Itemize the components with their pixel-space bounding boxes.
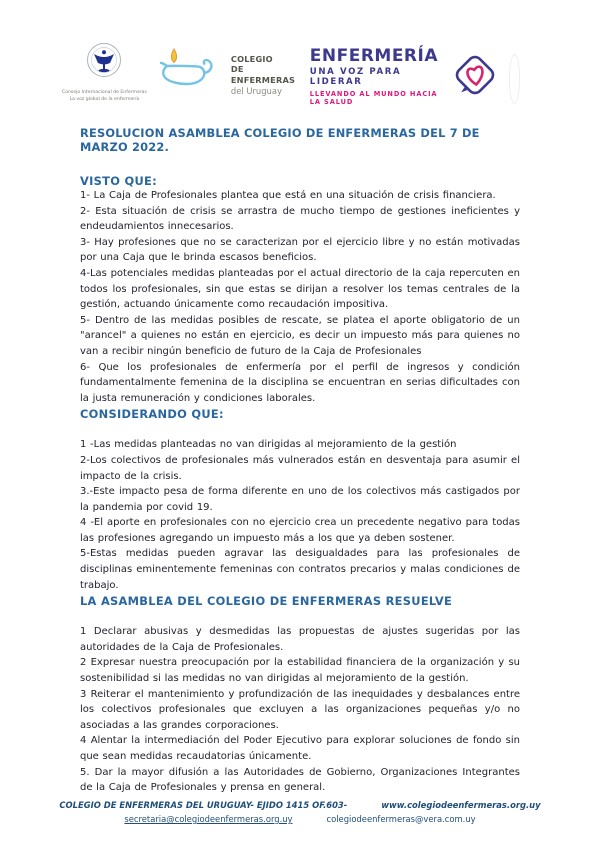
footer-email-secondary: colegiodeenfermeras@vera.com.uy	[326, 814, 476, 824]
footer-email-primary-link[interactable]: secretaria@colegiodeenfermeras.org.uy	[124, 814, 293, 824]
icn-caption-line1: Consejo Internacional de Enfermeras	[62, 90, 147, 95]
letterhead	[62, 38, 520, 114]
lamp-icon	[157, 38, 221, 98]
paragraph: 2 Expresar nuestra preocupación por la estabilidad financiera de la organización y su sostenibilidad si las medidas no van dirigidas al mejoramiento de la gestión.	[80, 657, 520, 685]
paragraph: 3- Hay profesiones que no se caracterizan por el ejercicio libre y no están motivadas por una Caja que le brinda escasos beneficios.	[80, 236, 520, 264]
paragraph: 1 Declarar abusivas y desmedidas las propuestas de ajustes sugeridas por las autoridades de la Caja de Profesionales.	[80, 626, 520, 653]
footer-address: COLEGIO DE ENFERMERAS DEL URUGUAY- EJIDO 1415 OF.603-	[59, 800, 348, 810]
paragraph: 5-Estas medidas pueden agravar las desigualdades para las profesionales de disciplinas eminentemente femeninas con contratos precarios y malas condiciones de trabajo.	[80, 548, 520, 591]
banner-subtitle: UNA VOZ PARA LIDERAR	[309, 66, 402, 87]
document-title: RESOLUCION ASAMBLEA COLEGIO DE ENFERMERAS DEL 7 DE MARZO 2022.	[80, 126, 480, 154]
paragraph: 5. Dar la mayor difusión a las Autoridades de Gobierno, Organizaciones Integrantes de la Caja de Profesionales y prensa en general.	[80, 766, 520, 794]
paragraph: 2- Esta situación de crisis se arrastra de mucho tiempo de gestiones ineficientes y endeudamientos innecesarios.	[80, 205, 520, 233]
paragraph: 4 Alentar la intermediación del Poder Ejecutivo para explorar soluciones de fondo sin que sean medidas recaudatorias únicamente.	[80, 735, 520, 762]
paragraph: 4-Las potenciales medidas planteadas por el actual directorio de la caja repercuten en todos los profesionales, sin que estas se dirijan a resolver los temas centrales de la gestión, actuando únicamente como recaudación impositiva.	[80, 267, 520, 311]
paragraph: 6- Que los profesionales de enfermería por el perfil de ingresos y condición fundamentalmente femenina de la disciplina se encuentran en serias dificultades con la justa remuneración y condiciones laborales.	[80, 361, 520, 404]
paragraph: 3.-Este impacto pesa de forma diferente en uno de los colectivos más castigados por la pandemia por covid 19.	[80, 486, 520, 513]
footer-website-link[interactable]: www.colegiodeenfermeras.org.uy	[381, 800, 541, 810]
section-heading: CONSIDERANDO QUE:	[80, 407, 224, 422]
colegio-wordmark	[231, 38, 300, 96]
colegio-line1: COLEGIO	[230, 54, 273, 64]
paragraph: 1- La Caja de Profesionales plantea que está en una situación de crisis financiera.	[80, 190, 496, 201]
section-heading: VISTO QUE:	[80, 174, 157, 188]
faint-ellipse-artifact	[509, 54, 520, 104]
document-footer	[0, 800, 600, 824]
colegio-line3: del Uruguay	[230, 85, 282, 96]
section-heading: LA ASAMBLEA DEL COLEGIO DE ENFERMERAS RESUELVE	[80, 594, 453, 609]
resolution-document	[80, 126, 520, 796]
banner-title: ENFERMERÍA	[309, 46, 439, 66]
enfermeria-banner	[310, 38, 520, 106]
banner-tagline: LLEVANDO AL MUNDO HACIA LA SALUD	[309, 89, 438, 106]
icn-chalice-icon	[81, 40, 127, 90]
section-considerando-que	[80, 407, 520, 593]
section-resuelve	[80, 594, 520, 796]
icn-logo	[62, 38, 147, 104]
paragraph: 3 Reiterar el mantenimiento y profundización de las inequidades y desbalances entre los colectivos profesionales que excluyen a las organizaciones pequeñas y/o no asociadas a las grandes corporaciones.	[80, 688, 520, 731]
heart-bubble-icon	[449, 49, 501, 105]
paragraph: 2-Los colectivos de profesionales más vulnerados están en desventaja para asumir el impacto de la crisis.	[80, 454, 520, 482]
paragraph: 4 -El aporte en profesionales con no ejercicio crea un precedente negativo para todas las profesiones agregando un impuesto más a los que ya deben sostener.	[80, 517, 520, 544]
paragraph: 1 -Las medidas planteadas no van dirigidas al mejoramiento de la gestión	[80, 439, 457, 451]
icn-caption-line2: La voz global de la enfermería	[69, 96, 140, 102]
colegio-line2: DE ENFERMERAS	[230, 64, 296, 85]
section-visto-que	[80, 174, 520, 406]
paragraph: 5- Dentro de las medidas posibles de rescate, se platea el aporte obligatorio de un "arancel" a quienes no están en ejercicio, es decir un impuesto más para quienes no van a recibir ningún beneficio de futuro de la Caja de Profesionales	[80, 314, 520, 357]
